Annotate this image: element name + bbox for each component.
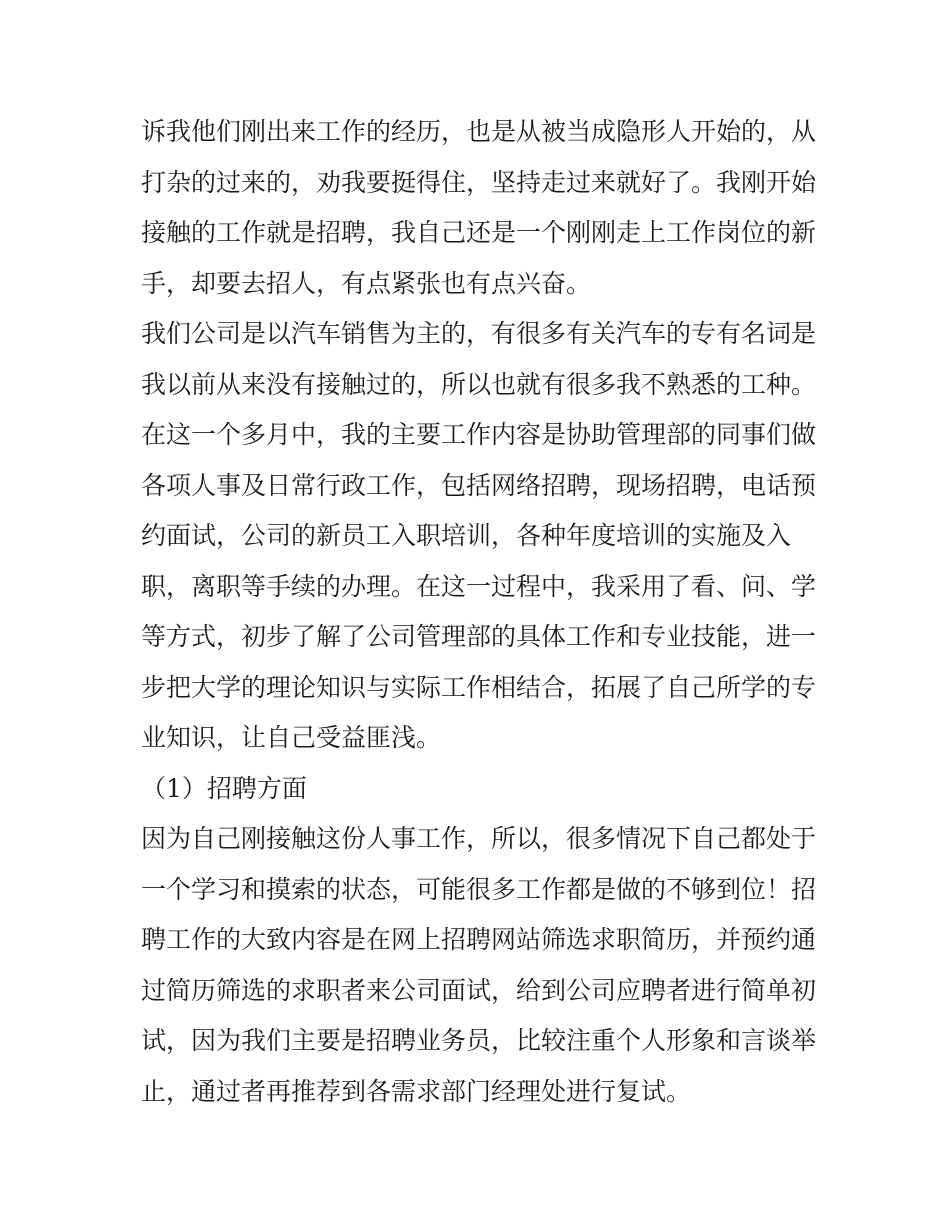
text-line: 等方式，初步了解了公司管理部的具体工作和专业技能，进一 <box>141 622 817 651</box>
section-heading: （1）招聘方面 <box>141 773 307 803</box>
text-line: 过简历筛选的求职者来公司面试，给到公司应聘者进行简单初 <box>141 975 817 1005</box>
text-line: 手，却要去招人，有点紧张也有点兴奋。 <box>141 268 592 298</box>
body-text <box>141 107 821 1117</box>
text-line: 试，因为我们主要是招聘业务员，比较注重个人形象和言谈举 <box>141 1026 817 1055</box>
text-line: 业知识，让自己受益匪浅。 <box>141 723 442 752</box>
text-line: 在这一个多月中，我的主要工作内容是协助管理部的同事们做 <box>141 420 817 449</box>
text-line: 步把大学的理论知识与实际工作相结合，拓展了自己所学的专 <box>141 672 817 702</box>
text-line: 聘工作的大致内容是在网上招聘网站筛选求职简历，并预约通 <box>141 925 817 954</box>
text-line: 一个学习和摸索的状态，可能很多工作都是做的不够到位！招 <box>141 874 817 904</box>
text-line: 接触的工作就是招聘，我自己还是一个刚刚走上工作岗位的新 <box>141 218 817 247</box>
text-line: 打杂的过来的，劝我要挺得住，坚持走过来就好了。我刚开始 <box>141 167 817 197</box>
text-line: 因为自己刚接触这份人事工作，所以，很多情况下自己都处于 <box>141 824 817 853</box>
text-line: 诉我他们刚出来工作的经历，也是从被当成隐形人开始的，从 <box>141 117 817 146</box>
text-line: 各项人事及日常行政工作，包括网络招聘，现场招聘，电话预 <box>141 470 817 500</box>
text-line: 职，离职等手续的办理。在这一过程中，我采用了看、问、学 <box>141 571 817 601</box>
text-line: 止，通过者再推荐到各需求部门经理处进行复试。 <box>141 1076 692 1106</box>
text-line: 我们公司是以汽车销售为主的，有很多有关汽车的专有名词是 <box>141 319 817 348</box>
text-line: 我以前从来没有接触过的，所以也就有很多我不熟悉的工种。 <box>141 369 817 399</box>
text-line: 约面试，公司的新员工入职培训，各种年度培训的实施及入 <box>141 521 792 550</box>
